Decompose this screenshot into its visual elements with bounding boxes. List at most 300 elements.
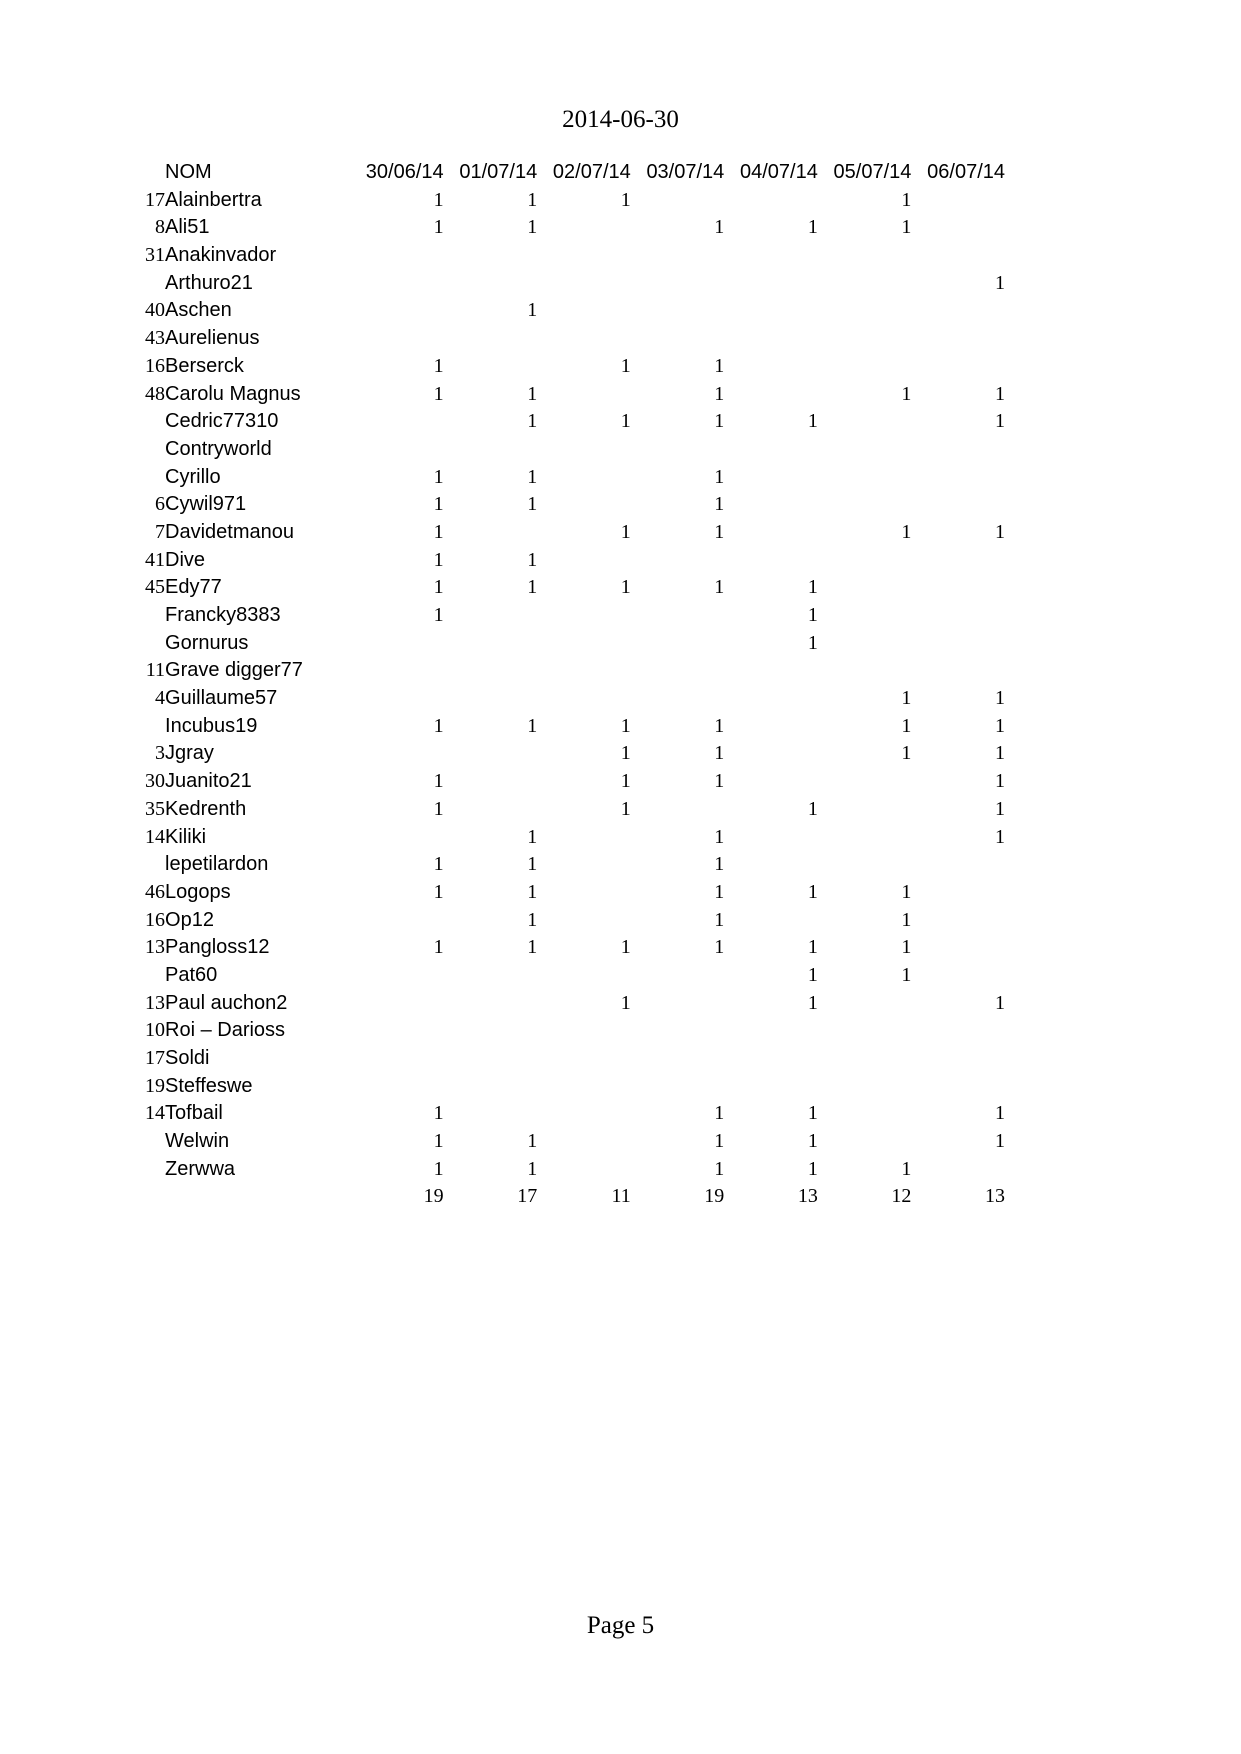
value-cell: 1 (433, 853, 444, 876)
value-cell (724, 1042, 818, 1070)
total-cell: 13 (797, 1185, 818, 1208)
value-cell (911, 1042, 1005, 1070)
value-cell: 1 (527, 880, 538, 903)
player-name-cell: Edy77 (165, 576, 222, 599)
value-cell: 1 (527, 216, 538, 239)
value-cell: 1 (433, 382, 444, 405)
table-row (134, 1153, 1005, 1181)
value-cell: 1 (714, 410, 725, 433)
player-name-cell: Francky8383 (165, 604, 281, 626)
player-name-cell: Pangloss12 (165, 936, 270, 959)
value-cell (537, 1098, 631, 1126)
player-name-cell: Carolu Magnus (165, 382, 301, 405)
value-cell (631, 1042, 725, 1070)
value-cell: 1 (433, 520, 444, 543)
value-cell: 1 (995, 991, 1005, 1014)
value-cell (911, 655, 1005, 683)
value-cell: 1 (901, 520, 912, 543)
value-cell: 1 (620, 742, 631, 765)
value-cell (444, 765, 538, 793)
value-cell: 1 (995, 1130, 1005, 1153)
row-number-cell (134, 710, 165, 738)
value-cell (818, 821, 912, 849)
value-cell: 1 (433, 576, 444, 599)
player-name-cell: Op12 (165, 908, 214, 931)
value-cell (631, 239, 725, 267)
player-name-cell: Cedric77310 (165, 410, 279, 433)
player-name-cell: Paul auchon2 (165, 991, 288, 1014)
value-cell (631, 987, 725, 1015)
value-cell (537, 433, 631, 461)
value-cell: 1 (527, 493, 538, 516)
value-cell: 1 (901, 687, 912, 710)
value-cell: 1 (714, 465, 725, 488)
value-cell (537, 627, 631, 655)
value-cell (911, 350, 1005, 378)
table-row (134, 1098, 1005, 1126)
value-cell (818, 406, 912, 434)
table-row (134, 710, 1005, 738)
value-cell (911, 544, 1005, 572)
value-cell: 1 (527, 714, 538, 737)
player-name-cell: Zerwwa (165, 1157, 236, 1180)
table-row (134, 544, 1005, 572)
value-cell (350, 1070, 444, 1098)
attendance-table (134, 158, 1005, 1208)
value-cell: 1 (995, 271, 1005, 294)
table-row (134, 959, 1005, 987)
value-cell (818, 544, 912, 572)
value-cell (724, 350, 818, 378)
value-cell: 1 (807, 1130, 818, 1153)
value-cell (818, 461, 912, 489)
value-cell: 1 (714, 216, 725, 239)
value-cell: 1 (714, 742, 725, 765)
value-cell (724, 821, 818, 849)
value-cell: 1 (433, 604, 444, 626)
value-cell (444, 627, 538, 655)
table-row (134, 904, 1005, 932)
totals-row (134, 1181, 1005, 1209)
value-cell (631, 1070, 725, 1098)
player-name-cell: Anakinvador (165, 244, 277, 267)
table-row (134, 184, 1005, 212)
value-cell (818, 1042, 912, 1070)
value-cell: 1 (527, 825, 538, 848)
value-cell: 1 (620, 520, 631, 543)
row-number-cell (134, 959, 165, 987)
value-cell (724, 516, 818, 544)
value-cell (818, 267, 912, 295)
value-cell (818, 1098, 912, 1126)
value-cell (350, 267, 444, 295)
value-cell: 1 (901, 963, 912, 986)
value-cell (537, 1015, 631, 1043)
value-cell: 1 (527, 465, 538, 488)
value-cell: 1 (807, 1102, 818, 1125)
value-cell: 1 (433, 1130, 444, 1153)
value-cell (818, 350, 912, 378)
value-cell: 1 (995, 520, 1005, 543)
row-number-cell: 14 (145, 1102, 166, 1125)
value-cell (911, 433, 1005, 461)
value-cell: 1 (714, 825, 725, 848)
value-cell (911, 184, 1005, 212)
value-cell (911, 295, 1005, 323)
value-cell (818, 1070, 912, 1098)
value-cell (444, 1098, 538, 1126)
row-number-cell: 31 (145, 244, 166, 267)
row-number-cell: 46 (145, 880, 166, 903)
value-cell: 1 (620, 576, 631, 599)
value-cell (818, 765, 912, 793)
value-cell: 1 (620, 797, 631, 820)
value-cell (724, 1070, 818, 1098)
total-cell: 11 (611, 1185, 631, 1208)
value-cell (724, 184, 818, 212)
value-cell (537, 821, 631, 849)
value-cell (537, 267, 631, 295)
player-name-cell: Logops (165, 880, 231, 903)
value-cell (537, 849, 631, 877)
value-cell: 1 (527, 1130, 538, 1153)
player-name-cell: Contryworld (165, 437, 272, 460)
value-cell (444, 433, 538, 461)
value-cell (350, 655, 444, 683)
value-cell: 1 (807, 880, 818, 903)
player-name-cell: Dive (165, 548, 206, 571)
table-row (134, 378, 1005, 406)
table-row (134, 655, 1005, 683)
column-header-date: 01/07/14 (459, 161, 538, 183)
row-number-cell: 48 (145, 382, 166, 405)
player-name-cell: Steffeswe (165, 1074, 253, 1097)
value-cell (444, 239, 538, 267)
value-cell (911, 322, 1005, 350)
table-row (134, 627, 1005, 655)
value-cell (724, 849, 818, 877)
row-number-cell (134, 599, 165, 627)
value-cell: 1 (901, 714, 912, 737)
value-cell (537, 1070, 631, 1098)
value-cell: 1 (433, 216, 444, 239)
value-cell (537, 1153, 631, 1181)
table-body (134, 184, 1005, 1208)
value-cell (631, 599, 725, 627)
value-cell (911, 932, 1005, 960)
value-cell: 1 (807, 991, 818, 1014)
column-header-date: 30/06/14 (365, 161, 444, 183)
value-cell (911, 904, 1005, 932)
table-row (134, 876, 1005, 904)
totals-spacer (134, 1181, 165, 1209)
row-number-cell: 8 (155, 216, 166, 239)
column-header-date: 05/07/14 (833, 161, 912, 183)
value-cell: 1 (433, 354, 444, 377)
value-cell: 1 (527, 548, 538, 571)
value-cell (631, 627, 725, 655)
table-row (134, 461, 1005, 489)
row-number-cell: 4 (155, 687, 166, 710)
row-number-cell: 17 (145, 188, 166, 211)
player-name-cell: Tofbail (165, 1102, 223, 1125)
value-cell (818, 627, 912, 655)
player-name-cell: Incubus19 (165, 714, 258, 737)
value-cell (724, 322, 818, 350)
column-header-date: 06/07/14 (927, 161, 1005, 183)
value-cell: 1 (714, 1102, 725, 1125)
value-cell (818, 793, 912, 821)
value-cell (631, 959, 725, 987)
row-number-cell: 16 (145, 354, 166, 377)
value-cell (911, 627, 1005, 655)
value-cell (444, 738, 538, 766)
row-number-cell: 30 (145, 770, 166, 793)
value-cell: 1 (995, 687, 1005, 710)
page-footer: Page 5 (586, 1612, 655, 1639)
value-cell (911, 572, 1005, 600)
total-cell: 12 (891, 1185, 912, 1208)
value-cell (537, 1125, 631, 1153)
value-cell (631, 184, 725, 212)
row-number-cell: 41 (145, 548, 166, 571)
value-cell (818, 599, 912, 627)
value-cell: 1 (901, 216, 912, 239)
column-header-date: 04/07/14 (739, 161, 818, 183)
value-cell: 1 (433, 880, 444, 903)
table-row (134, 295, 1005, 323)
value-cell: 1 (901, 880, 912, 903)
value-cell (537, 959, 631, 987)
value-cell (537, 682, 631, 710)
value-cell (350, 821, 444, 849)
value-cell (911, 599, 1005, 627)
value-cell: 1 (433, 1157, 444, 1180)
row-number-cell: 11 (145, 659, 166, 682)
value-cell (537, 876, 631, 904)
row-number-cell (134, 627, 165, 655)
value-cell: 1 (807, 216, 818, 239)
value-cell: 1 (807, 631, 818, 654)
value-cell (350, 433, 444, 461)
value-cell: 1 (807, 797, 818, 820)
row-number-cell: 43 (145, 327, 166, 350)
player-name-cell: Kedrenth (165, 797, 247, 820)
player-name-cell: Davidetmanou (165, 520, 294, 543)
value-cell: 1 (714, 880, 725, 903)
row-number-cell: 13 (145, 936, 166, 959)
column-header-nom: NOM (165, 161, 212, 183)
row-number-cell: 35 (145, 797, 166, 820)
value-cell (724, 1015, 818, 1043)
value-cell (350, 904, 444, 932)
value-cell: 1 (620, 354, 631, 377)
value-cell: 1 (714, 354, 725, 377)
value-cell (350, 406, 444, 434)
value-cell (911, 849, 1005, 877)
value-cell (818, 239, 912, 267)
value-cell (350, 1015, 444, 1043)
value-cell: 1 (807, 604, 818, 626)
value-cell (537, 489, 631, 517)
table-row (134, 1042, 1005, 1070)
total-cell: 17 (517, 1185, 538, 1208)
value-cell: 1 (995, 742, 1005, 765)
value-cell (724, 765, 818, 793)
value-cell (350, 682, 444, 710)
value-cell: 1 (901, 908, 912, 931)
row-number-cell: 13 (145, 991, 166, 1014)
value-cell (537, 378, 631, 406)
value-cell (724, 267, 818, 295)
value-cell (537, 322, 631, 350)
player-name-cell: Cyrillo (165, 465, 221, 488)
value-cell (631, 322, 725, 350)
value-cell (818, 849, 912, 877)
value-cell: 1 (995, 714, 1005, 737)
value-cell (724, 489, 818, 517)
value-cell (350, 627, 444, 655)
player-name-cell: Aurelienus (165, 327, 260, 350)
value-cell: 1 (714, 493, 725, 516)
table-row (134, 1070, 1005, 1098)
player-name-cell: Pat60 (165, 963, 218, 986)
value-cell: 1 (620, 714, 631, 737)
value-cell (537, 904, 631, 932)
value-cell (537, 544, 631, 572)
value-cell (631, 655, 725, 683)
value-cell (350, 738, 444, 766)
value-cell (724, 682, 818, 710)
value-cell: 1 (620, 410, 631, 433)
value-cell: 1 (620, 770, 631, 793)
value-cell: 1 (714, 1130, 725, 1153)
total-cell: 13 (985, 1185, 1005, 1208)
value-cell: 1 (433, 770, 444, 793)
value-cell (537, 239, 631, 267)
value-cell: 1 (901, 188, 912, 211)
value-cell (724, 239, 818, 267)
value-cell: 1 (901, 382, 912, 405)
table-row (134, 350, 1005, 378)
value-cell (911, 489, 1005, 517)
value-cell (724, 544, 818, 572)
value-cell (724, 738, 818, 766)
value-cell (444, 599, 538, 627)
table-header-row (134, 158, 1005, 184)
row-number-cell (134, 1153, 165, 1181)
row-number-cell: 6 (155, 493, 166, 516)
value-cell: 1 (901, 742, 912, 765)
value-cell: 1 (901, 936, 912, 959)
value-cell: 1 (714, 770, 725, 793)
value-cell (444, 793, 538, 821)
value-cell (911, 1153, 1005, 1181)
value-cell: 1 (995, 410, 1005, 433)
table-row (134, 572, 1005, 600)
value-cell: 1 (433, 797, 444, 820)
value-cell (444, 987, 538, 1015)
row-number-cell: 3 (155, 742, 166, 765)
row-number-cell: 17 (145, 1047, 166, 1069)
value-cell (350, 295, 444, 323)
value-cell: 1 (433, 188, 444, 211)
value-cell: 1 (527, 936, 538, 959)
value-cell (631, 267, 725, 295)
player-name-cell: Gornurus (165, 631, 249, 654)
value-cell: 1 (995, 770, 1005, 793)
value-cell: 1 (620, 991, 631, 1014)
value-cell: 1 (714, 576, 725, 599)
value-cell (818, 1125, 912, 1153)
table-row (134, 322, 1005, 350)
value-cell: 1 (620, 936, 631, 959)
table-row (134, 267, 1005, 295)
row-number-cell (134, 267, 165, 295)
value-cell: 1 (433, 936, 444, 959)
value-cell (444, 267, 538, 295)
value-cell (911, 239, 1005, 267)
table-row (134, 793, 1005, 821)
value-cell (537, 212, 631, 240)
value-cell (724, 904, 818, 932)
player-name-cell: Roi – Darioss (165, 1019, 286, 1042)
value-cell (350, 322, 444, 350)
value-cell (911, 1070, 1005, 1098)
value-cell (911, 461, 1005, 489)
value-cell (911, 959, 1005, 987)
table-row (134, 738, 1005, 766)
table-row (134, 516, 1005, 544)
value-cell: 1 (995, 382, 1005, 405)
value-cell: 1 (714, 908, 725, 931)
value-cell: 1 (620, 188, 631, 211)
value-cell (631, 544, 725, 572)
player-name-cell: Alainbertra (165, 188, 262, 211)
row-number-cell: 45 (145, 576, 166, 599)
value-cell: 1 (714, 714, 725, 737)
value-cell (444, 655, 538, 683)
value-cell (350, 959, 444, 987)
value-cell (444, 1070, 538, 1098)
table-row (134, 932, 1005, 960)
table-row (134, 212, 1005, 240)
column-header-date: 02/07/14 (552, 161, 631, 183)
row-number-cell (134, 406, 165, 434)
value-cell (444, 1042, 538, 1070)
row-number-cell (134, 433, 165, 461)
row-number-cell: 16 (145, 908, 166, 931)
row-number-cell: 10 (145, 1019, 166, 1042)
player-name-cell: Berserck (165, 354, 244, 377)
value-cell (724, 433, 818, 461)
player-name-cell: Jgray (165, 742, 214, 765)
value-cell (444, 322, 538, 350)
value-cell (537, 655, 631, 683)
value-cell: 1 (433, 548, 444, 571)
value-cell (444, 1015, 538, 1043)
total-cell: 19 (704, 1185, 725, 1208)
value-cell (818, 987, 912, 1015)
value-cell (444, 516, 538, 544)
table-row (134, 406, 1005, 434)
value-cell (818, 322, 912, 350)
value-cell (537, 461, 631, 489)
player-name-cell: Welwin (165, 1130, 230, 1153)
value-cell (724, 710, 818, 738)
row-number-cell: 14 (145, 825, 166, 848)
player-name-cell: Kiliki (165, 825, 207, 848)
